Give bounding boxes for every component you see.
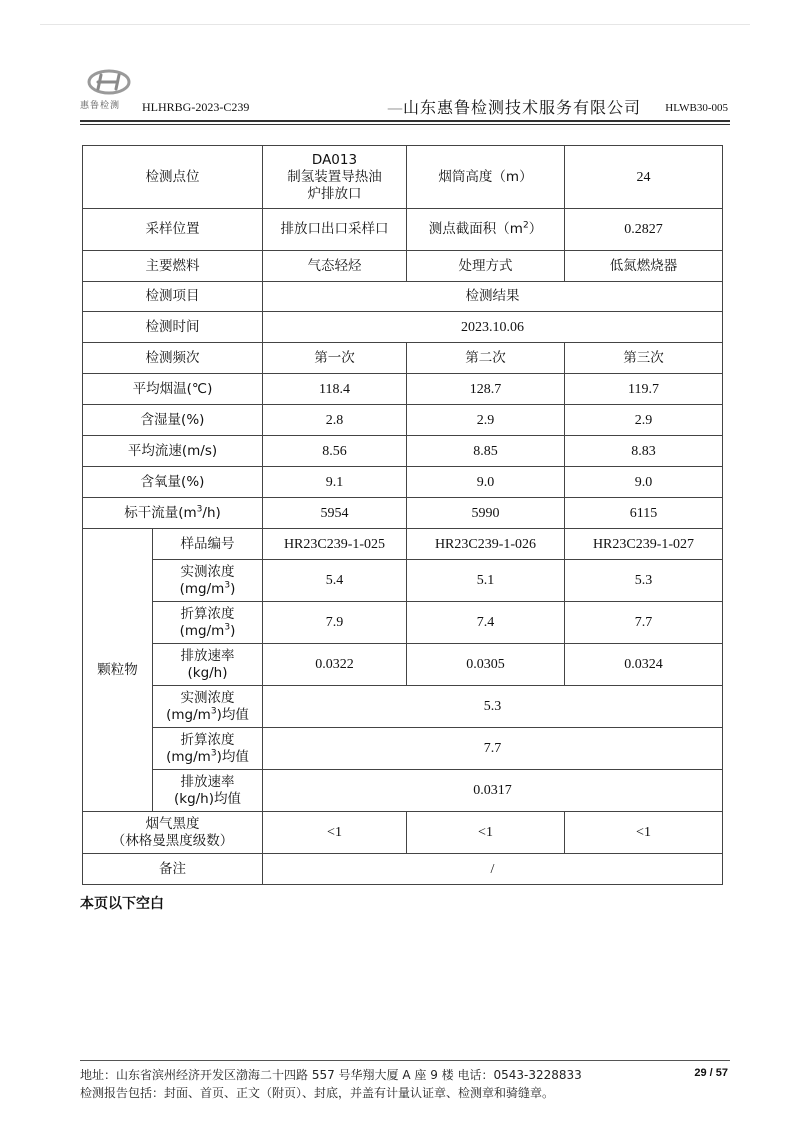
- rate-avg-value: 0.0317: [263, 770, 723, 812]
- emission-rate-label: 排放速率 (kg/h): [153, 644, 263, 686]
- cell-value: 5954: [263, 498, 407, 529]
- remark-value: /: [263, 854, 723, 885]
- table-row: [83, 467, 723, 498]
- point-value: DA013 制氢装置导热油 炉排放口: [263, 146, 407, 209]
- header-rule-thick: [80, 120, 730, 122]
- cell-value: 8.85: [407, 436, 565, 467]
- cell-value: 5990: [407, 498, 565, 529]
- table-row: [83, 374, 723, 405]
- page-header: [80, 62, 730, 124]
- time-value: 2023.10.06: [263, 312, 723, 343]
- company-logo-icon: [86, 68, 132, 96]
- cell-value: <1: [565, 812, 723, 854]
- table-row: [83, 343, 723, 374]
- fuel-label: 主要燃料: [83, 251, 263, 282]
- table-row: [83, 146, 723, 209]
- table-row: [83, 405, 723, 436]
- form-number: HLWB30-005: [665, 102, 728, 114]
- table-row: [83, 686, 723, 728]
- cell-value: 0.0322: [263, 644, 407, 686]
- measured-conc-label: 实测浓度 $(mg/m^3)$: [153, 560, 263, 602]
- header-rule-thin: [80, 124, 730, 125]
- freq-3: 第三次: [565, 343, 723, 374]
- item-label: 检测项目: [83, 282, 263, 312]
- cell-value: 5.1: [407, 560, 565, 602]
- cell-value: 119.7: [565, 374, 723, 405]
- freq-1: 第一次: [263, 343, 407, 374]
- blank-note: 本页以下空白: [80, 896, 164, 912]
- cell-value: 7.7: [565, 602, 723, 644]
- section-area-value: 0.2827: [565, 209, 723, 251]
- table-row: [83, 770, 723, 812]
- table-row: [83, 282, 723, 312]
- section-area-label: 测点截面积$(m^2)$: [407, 209, 565, 251]
- cell-value: 9.0: [565, 467, 723, 498]
- converted-conc-label: 折算浓度 $(mg/m^3)$: [153, 602, 263, 644]
- footer-rule: [80, 1060, 730, 1061]
- table-row: [83, 602, 723, 644]
- cell-value: 5.4: [263, 560, 407, 602]
- cell-value: 0.0324: [565, 644, 723, 686]
- table-row: [83, 728, 723, 770]
- table-row: [83, 436, 723, 467]
- particulate-label: 颗粒物: [83, 529, 153, 812]
- table-row: [83, 312, 723, 343]
- row-label: 含氧量(%): [83, 467, 263, 498]
- cell-value: 9.0: [407, 467, 565, 498]
- row-label: 平均烟温(℃): [83, 374, 263, 405]
- time-label: 检测时间: [83, 312, 263, 343]
- company-name: —山东惠鲁检测技术服务有限公司: [387, 98, 642, 117]
- cell-value: 5.3: [565, 560, 723, 602]
- table-row: [83, 854, 723, 885]
- table-row: [83, 560, 723, 602]
- row-label: 含湿量(%): [83, 405, 263, 436]
- flow-label: 标干流量$(m^3/h)$: [83, 498, 263, 529]
- freq-2: 第二次: [407, 343, 565, 374]
- table-row: [83, 209, 723, 251]
- cell-value: 7.4: [407, 602, 565, 644]
- sampling-location-label: 采样位置: [83, 209, 263, 251]
- cell-value: 128.7: [407, 374, 565, 405]
- stack-height-label: 烟筒高度（m）: [407, 146, 565, 209]
- page-number: 29 / 57: [694, 1067, 728, 1079]
- cell-value: HR23C239-1-025: [263, 529, 407, 560]
- cell-value: 6115: [565, 498, 723, 529]
- measured-avg-value: 5.3: [263, 686, 723, 728]
- cell-value: 7.9: [263, 602, 407, 644]
- table-row: [83, 498, 723, 529]
- cell-value: 2.8: [263, 405, 407, 436]
- cell-value: 2.9: [565, 405, 723, 436]
- cell-value: 9.1: [263, 467, 407, 498]
- rate-avg-label: 排放速率 (kg/h)均值: [153, 770, 263, 812]
- test-results-table: [82, 145, 723, 885]
- cell-value: 8.56: [263, 436, 407, 467]
- table-row: [83, 812, 723, 854]
- table-row: [83, 529, 723, 560]
- stack-height-value: 24: [565, 146, 723, 209]
- footer-address: 地址：山东省滨州经济开发区渤海二十四路 557 号华翔大厦 A 座 9 楼 电话：0543-3228833: [80, 1068, 582, 1082]
- measured-avg-label: 实测浓度 $(mg/m^3)$均值: [153, 686, 263, 728]
- sample-no-label: 样品编号: [153, 529, 263, 560]
- fuel-value: 气态轻烃: [263, 251, 407, 282]
- point-label: 检测点位: [83, 146, 263, 209]
- cell-value: HR23C239-1-026: [407, 529, 565, 560]
- table-row: [83, 251, 723, 282]
- footer-info: 检测报告包括：封面、首页、正文（附页）、封底，并盖有计量认证章、检测章和骑缝章。: [80, 1086, 555, 1100]
- freq-label: 检测频次: [83, 343, 263, 374]
- cell-value: 0.0305: [407, 644, 565, 686]
- remark-label: 备注: [83, 854, 263, 885]
- row-label: 平均流速(m/s): [83, 436, 263, 467]
- cell-value: 8.83: [565, 436, 723, 467]
- logo-text: 惠鲁检测: [80, 101, 121, 111]
- smoke-label: 烟气黑度 （林格曼黑度级数）: [83, 812, 263, 854]
- sampling-location-value: 排放口出口采样口: [263, 209, 407, 251]
- table-row: [83, 644, 723, 686]
- treatment-value: 低氮燃烧器: [565, 251, 723, 282]
- converted-avg-value: 7.7: [263, 728, 723, 770]
- scan-edge-line: [40, 24, 750, 25]
- cell-value: HR23C239-1-027: [565, 529, 723, 560]
- cell-value: 2.9: [407, 405, 565, 436]
- converted-avg-label: 折算浓度 $(mg/m^3)$均值: [153, 728, 263, 770]
- cell-value: <1: [407, 812, 565, 854]
- result-label: 检测结果: [263, 282, 723, 312]
- treatment-label: 处理方式: [407, 251, 565, 282]
- cell-value: 118.4: [263, 374, 407, 405]
- cell-value: <1: [263, 812, 407, 854]
- report-number: HLHRBG-2023-C239: [142, 100, 250, 114]
